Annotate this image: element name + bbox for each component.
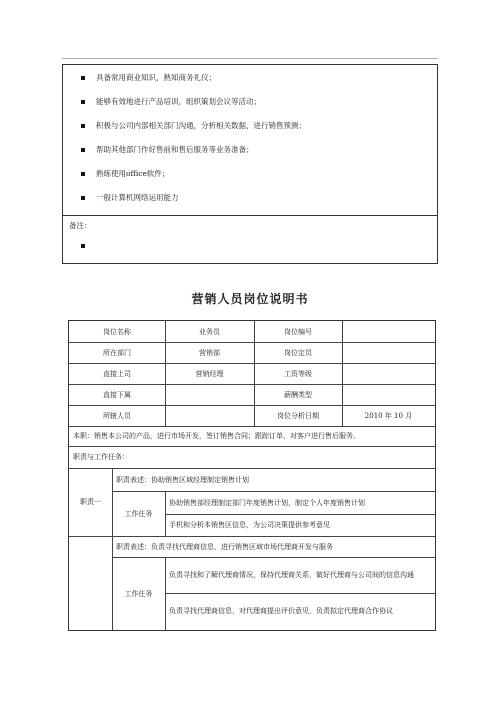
- field-value: 营销经理: [195, 369, 224, 378]
- field-value: [342, 384, 435, 405]
- bullet-icon: [81, 100, 85, 104]
- requirement-text: 帮助其他部门作好售前和售后服务等业务准备；: [96, 145, 254, 154]
- field-value: 营销部: [199, 348, 220, 357]
- field-value: 业务员: [199, 327, 220, 336]
- job-description-table: [68, 320, 436, 631]
- duty-description: 职责表述：协助销售区域经理制定销售计划: [116, 475, 249, 484]
- task-item: 负责寻找和了解代理商情况，保持代理商关系，做好代理商与公司间的信息沟通: [169, 570, 414, 579]
- bullet-icon: [81, 124, 85, 128]
- requirement-item: [63, 91, 437, 117]
- field-label: 所辖人员: [103, 411, 131, 420]
- field-label: 岗位名称: [103, 327, 131, 336]
- requirement-item: [63, 139, 437, 165]
- requirement-item: [63, 187, 437, 213]
- requirements-box: [62, 64, 438, 264]
- task-item: 手机和分析本销售区信息，为公司决策提供参考意见: [169, 521, 330, 529]
- bullet-icon: [81, 196, 85, 200]
- field-label: 工资等级: [284, 369, 312, 378]
- duty-summary: 本职：销售本公司的产品，进行市场开发，签订销售合同；跟踪订单，对客户进行售后服务。: [73, 432, 360, 440]
- field-value: [165, 405, 254, 426]
- task-label: 工作任务: [124, 509, 153, 518]
- requirement-item: [63, 163, 437, 189]
- field-label: 直接下属: [103, 390, 131, 399]
- bullet-icon: [81, 148, 85, 152]
- field-label: 岗位定员: [284, 348, 312, 357]
- requirement-item: [63, 67, 437, 93]
- task-label: 工作任务: [124, 589, 153, 598]
- duty-description: 职责表述：负责寻找代理商信息，进行销售区域市场代理商开发与服务: [116, 542, 333, 551]
- field-value: [342, 321, 435, 342]
- field-value: [342, 342, 435, 363]
- duties-header: 职责与工作任务：: [73, 453, 129, 461]
- requirement-text: 能够有效地进行产品培训，组织策划会议等活动；: [96, 97, 261, 106]
- field-value: [342, 363, 435, 384]
- duty-label: 职责一: [80, 498, 101, 506]
- notes-section: [63, 215, 437, 264]
- requirement-text: 一般计算机网络运用能力: [96, 193, 179, 202]
- task-item: 协助销售部经理制定部门年度销售计划，制定个人年度销售计划: [169, 498, 365, 507]
- bullet-icon: [81, 172, 85, 176]
- notes-label: 备注：: [69, 221, 92, 230]
- header-rule: [62, 58, 438, 59]
- document-title: 营销人员岗位说明书: [191, 292, 309, 306]
- requirement-text: 熟练使用office软件；: [96, 169, 170, 178]
- field-value: [165, 384, 254, 405]
- bullet-icon: [81, 76, 85, 80]
- field-label: 薪酬类型: [284, 390, 312, 399]
- field-label: 岗位编号: [284, 327, 312, 336]
- bullet-icon: [81, 244, 85, 248]
- field-label: 直接上司: [103, 369, 131, 378]
- requirement-item: [63, 115, 437, 141]
- analysis-date-value: 2010 年 10 月: [364, 411, 413, 420]
- duty-label: [69, 536, 112, 630]
- requirement-text: 具备常用商业知识，熟知商务礼仪；: [96, 73, 216, 82]
- field-label: 岗位分析日期: [277, 411, 319, 420]
- requirement-text: 积极与公司内部相关部门沟通，分析相关数据，进行销售预测；: [96, 121, 306, 130]
- task-item: 负责寻找代理商信息，对代理商提出评价意见，负责拟定代理商合作协议: [169, 607, 393, 615]
- field-label: 所在部门: [103, 348, 131, 357]
